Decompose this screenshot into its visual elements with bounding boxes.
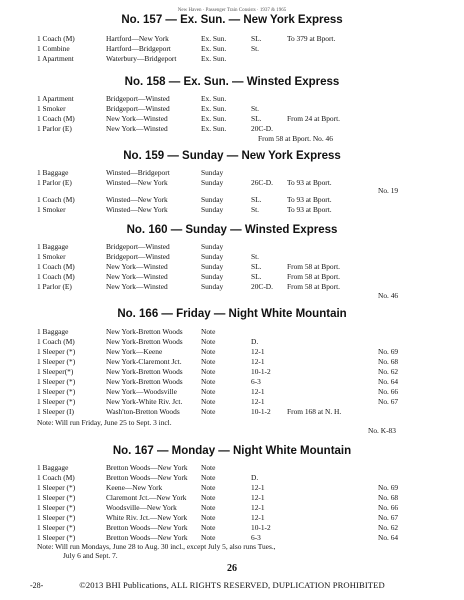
continuation-line: No. 19 bbox=[378, 186, 399, 195]
table-row: 1 Apartment Waterbury—Bridgeport Ex. Sun. bbox=[37, 54, 227, 63]
folio: -28- bbox=[30, 581, 44, 590]
table-row: 1 Sleeper (*) Keene—New York Note 12-1 No. 69 bbox=[37, 483, 399, 492]
section-note-continued: July 6 and Sept. 7. bbox=[63, 551, 118, 560]
section-note: Note: Will run Friday, June 25 to Sept. 3 incl. bbox=[37, 418, 172, 427]
table-row: 1 Coach (M) New York—Winsted Sunday SL. From 58 at Bport. bbox=[37, 262, 340, 271]
table-row: 1 Coach (M) Bretton Woods—New York Note D. bbox=[37, 473, 259, 482]
table-row: 1 Sleeper (*) New York-White Riv. Jct. Note 12-1 No. 67 bbox=[37, 397, 399, 406]
table-row: 1 Baggage Bretton Woods—New York Note bbox=[37, 463, 216, 472]
table-row: 1 Smoker Bridgeport—Winsted Ex. Sun. St. bbox=[37, 104, 260, 113]
section-note: Note: Will run Mondays, June 28 to Aug. 30 incl., except July 5, also runs Tues., bbox=[37, 542, 276, 551]
table-row: 1 Smoker Bridgeport—Winsted Sunday St. bbox=[37, 252, 260, 261]
table-row: 1 Sleeper (*) White Riv. Jct.—New York Note 12-1 No. 67 bbox=[37, 513, 399, 522]
table-row: 1 Parlor (E) New York—Winsted Sunday 20C-D. From 58 at Bport. bbox=[37, 282, 340, 291]
section-title: No. 160 — Sunday — Winsted Express bbox=[126, 224, 338, 236]
table-row: 1 Parlor (E) Winsted—New York Sunday 26C-D. To 93 at Bport. bbox=[37, 178, 332, 187]
continuation-line: No. K-83 bbox=[368, 426, 396, 435]
section-title: No. 157 — Ex. Sun. — New York Express bbox=[121, 14, 343, 26]
table-row: 1 Sleeper (*) New York-Bretton Woods Note 6-3 No. 64 bbox=[37, 377, 399, 386]
continuation-line: No. 46 bbox=[378, 291, 399, 300]
table-row: 1 Sleeper (*) Claremont Jct.—New York Note 12-1 No. 68 bbox=[37, 493, 399, 502]
copyright-notice: ©2013 BHI Publications, ALL RIGHTS RESERVED, DUPLICATION PROHIBITED bbox=[79, 580, 385, 590]
table-row: 1 Baggage Bridgeport—Winsted Sunday bbox=[37, 242, 224, 251]
table-row: 1 Baggage Winsted—Bridgeport Sunday bbox=[37, 168, 224, 177]
section-title: No. 167 — Monday — Night White Mountain bbox=[112, 445, 352, 457]
section-title: No. 166 — Friday — Night White Mountain bbox=[117, 308, 347, 320]
table-row: 1 Coach (M) New York-Bretton Woods Note D. bbox=[37, 337, 259, 346]
table-row: 1 Coach (M) Winsted—New York Sunday SL. To 93 at Bport. bbox=[37, 195, 332, 204]
table-row: 1 Coach (M) Hartford—New York Ex. Sun. SL. To 379 at Bport. bbox=[37, 34, 336, 43]
table-row: 1 Sleeper (I) Wash'ton-Bretton Woods Note 10-1-2 From 168 at N. H. bbox=[37, 407, 342, 416]
table-row: 1 Baggage New York-Bretton Woods Note bbox=[37, 327, 216, 336]
page-number: 26 bbox=[227, 563, 237, 574]
table-row: 1 Smoker Winsted—New York Sunday St. To 93 at Bport. bbox=[37, 205, 332, 214]
table-row: 1 Sleeper(*) New York-Bretton Woods Note 10-1-2 No. 62 bbox=[37, 367, 399, 376]
section-title: No. 159 — Sunday — New York Express bbox=[123, 150, 341, 162]
section-title: No. 158 — Ex. Sun. — Winsted Express bbox=[124, 76, 340, 88]
table-row: 1 Sleeper (*) Bretton Woods—New York Note 10-1-2 No. 62 bbox=[37, 523, 399, 532]
table-row: 1 Sleeper (*) New York—Woodsville Note 12-1 No. 66 bbox=[37, 387, 399, 396]
table-row: 1 Parlor (E) New York—Winsted Ex. Sun. 20C-D. bbox=[37, 124, 273, 133]
table-row: 1 Coach (M) New York—Winsted Ex. Sun. SL. From 24 at Bport. bbox=[37, 114, 340, 123]
table-row: 1 Sleeper (*) New York-Claremont Jct. Note 12-1 No. 68 bbox=[37, 357, 399, 366]
table-row: 1 Sleeper (*) Bretton Woods—New York Note 6-3 No. 64 bbox=[37, 533, 399, 542]
table-row: 1 Coach (M) New York—Winsted Sunday SL. From 58 at Bport. bbox=[37, 272, 340, 281]
table-row: 1 Combine Hartford—Bridgeport Ex. Sun. St. bbox=[37, 44, 260, 53]
running-head: New Haven · Passenger Train Consists · 1937 & 1965 bbox=[177, 8, 287, 13]
table-row: 1 Sleeper (*) New York—Keene Note 12-1 No. 69 bbox=[37, 347, 399, 356]
continuation-line: From 58 at Bport. No. 46 bbox=[258, 134, 333, 143]
table-row: 1 Sleeper (*) Woodsville—New York Note 12-1 No. 66 bbox=[37, 503, 399, 512]
table-row: 1 Apartment Bridgeport—Winsted Ex. Sun. bbox=[37, 94, 227, 103]
